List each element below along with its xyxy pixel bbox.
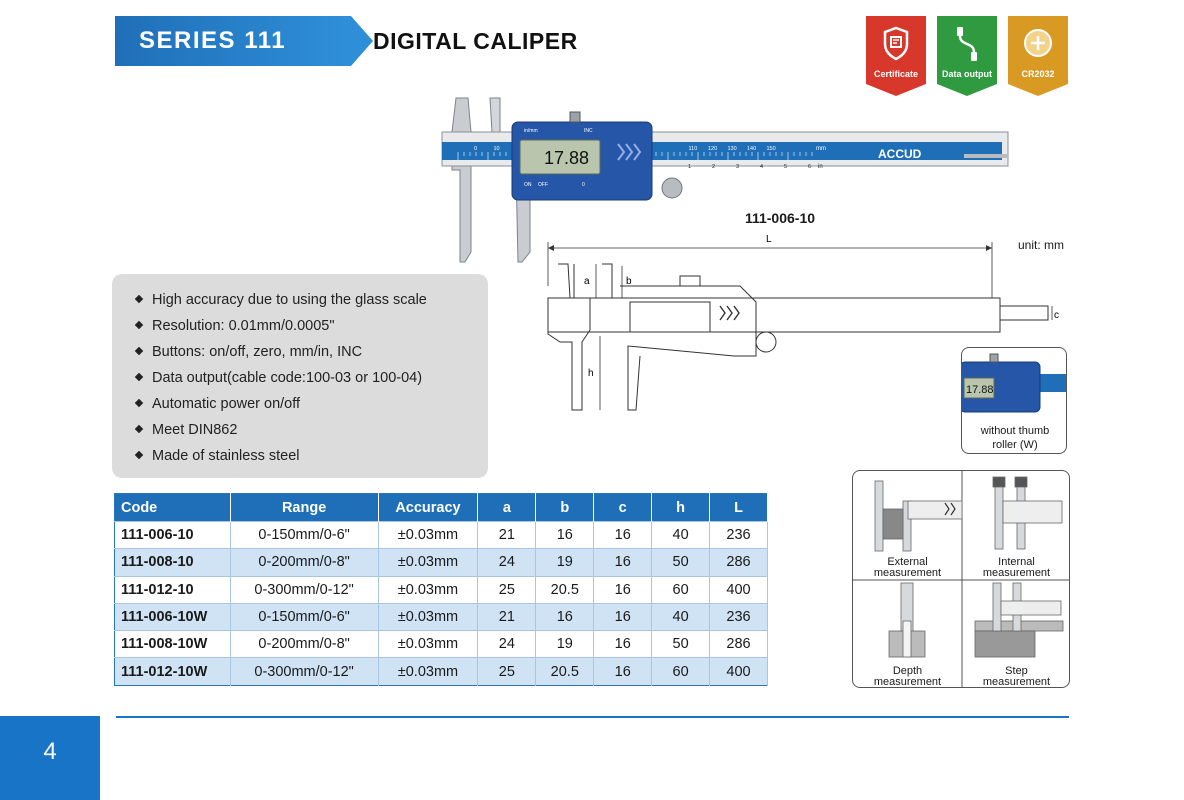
on-button-label: ON bbox=[524, 182, 532, 188]
cell-code: 111-006-10W bbox=[115, 603, 231, 630]
dim-c: c bbox=[1054, 310, 1059, 321]
cell-code: 111-008-10W bbox=[115, 631, 231, 658]
cell-h: 40 bbox=[652, 603, 710, 630]
data-output-badge bbox=[937, 16, 997, 96]
measurement-step bbox=[962, 580, 1070, 688]
thumb-variant-box bbox=[961, 347, 1067, 454]
cell-c: 16 bbox=[594, 603, 652, 630]
scale-tick-label: 120 bbox=[708, 146, 718, 152]
feature-item: Resolution: 0.01mm/0.0005" bbox=[136, 314, 427, 340]
cell-code: 111-012-10 bbox=[115, 576, 231, 603]
cell-a: 21 bbox=[478, 522, 536, 549]
badge-label: Data output bbox=[942, 69, 992, 79]
cell-range: 0-150mm/0-6" bbox=[230, 603, 378, 630]
measurement-caption: Step measurement bbox=[982, 665, 1051, 688]
inc-button-label: INC bbox=[584, 128, 593, 134]
col-b: b bbox=[536, 494, 594, 522]
page-number: 4 bbox=[43, 738, 57, 765]
dim-a: a bbox=[584, 276, 590, 287]
table-row bbox=[115, 658, 768, 685]
feature-item: Buttons: on/off, zero, mm/in, INC bbox=[136, 340, 427, 366]
measurement-caption: External measurement bbox=[873, 556, 942, 579]
battery-icon bbox=[1022, 24, 1054, 64]
thumb-caption-line1: without thumb bbox=[980, 425, 1050, 437]
cell-c: 16 bbox=[594, 522, 652, 549]
cell-b: 19 bbox=[536, 549, 594, 576]
unit-label: unit: mm bbox=[1018, 238, 1065, 252]
cell-code: 111-012-10W bbox=[115, 658, 231, 685]
lcd-reading: 17.88 bbox=[544, 148, 590, 168]
cell-b: 16 bbox=[536, 522, 594, 549]
cell-c: 16 bbox=[594, 631, 652, 658]
thumb-lcd-reading: 17.88 bbox=[966, 384, 994, 396]
inch-unit: in bbox=[818, 164, 823, 170]
cell-L: 286 bbox=[710, 631, 768, 658]
badge-label: CR2032 bbox=[1021, 69, 1055, 79]
cell-accuracy: ±0.03mm bbox=[378, 576, 478, 603]
feature-item: High accuracy due to using the glass scale bbox=[136, 288, 427, 314]
cell-b: 19 bbox=[536, 631, 594, 658]
scale-tick-label: 150 bbox=[766, 146, 776, 152]
cell-h: 50 bbox=[652, 631, 710, 658]
cell-L: 400 bbox=[710, 576, 768, 603]
cell-code: 111-006-10 bbox=[115, 522, 231, 549]
dim-L: L bbox=[766, 234, 772, 245]
table-row bbox=[115, 522, 768, 549]
measurement-caption: Depth measurement bbox=[873, 665, 942, 688]
cell-range: 0-150mm/0-6" bbox=[230, 522, 378, 549]
off-button-label: OFF bbox=[538, 182, 548, 188]
cell-a: 21 bbox=[478, 603, 536, 630]
col-a: a bbox=[478, 494, 536, 522]
cell-b: 20.5 bbox=[536, 576, 594, 603]
cell-L: 236 bbox=[710, 603, 768, 630]
measurement-depth bbox=[853, 580, 962, 688]
certificate-badge bbox=[866, 16, 926, 96]
cell-a: 24 bbox=[478, 631, 536, 658]
cell-range: 0-300mm/0-12" bbox=[230, 658, 378, 685]
cell-accuracy: ±0.03mm bbox=[378, 603, 478, 630]
battery-badge bbox=[1008, 16, 1068, 96]
thumb-variant-caption bbox=[962, 424, 1067, 452]
data-output-icon bbox=[951, 24, 983, 64]
diagram-model-code: 111-006-10 bbox=[744, 210, 816, 226]
measurement-caption: Internal measurement bbox=[982, 556, 1051, 579]
cell-c: 16 bbox=[594, 576, 652, 603]
page-number-box bbox=[0, 716, 100, 800]
thumb-variant-image bbox=[962, 348, 1067, 422]
cell-h: 40 bbox=[652, 522, 710, 549]
cell-range: 0-300mm/0-12" bbox=[230, 576, 378, 603]
cell-c: 16 bbox=[594, 658, 652, 685]
col-accuracy: Accuracy bbox=[378, 494, 478, 522]
scale-tick-label: 110 bbox=[688, 146, 698, 152]
table-header-row bbox=[115, 494, 768, 522]
features-list bbox=[136, 288, 427, 470]
badge-label: Certificate bbox=[873, 69, 918, 79]
series-title: SERIES 111 bbox=[139, 27, 287, 54]
cell-a: 25 bbox=[478, 658, 536, 685]
cell-L: 236 bbox=[710, 522, 768, 549]
col-range: Range bbox=[230, 494, 378, 522]
cell-c: 16 bbox=[594, 549, 652, 576]
cell-accuracy: ±0.03mm bbox=[378, 631, 478, 658]
scale-tick-label: 140 bbox=[747, 146, 757, 152]
table-row bbox=[115, 631, 768, 658]
inch-tick-label: 6 bbox=[808, 164, 812, 170]
feature-item: Made of stainless steel bbox=[136, 444, 427, 470]
inch-tick-label: 4 bbox=[760, 164, 764, 170]
scale-tick-label: 10 bbox=[493, 146, 500, 152]
scale-unit: mm bbox=[816, 146, 826, 152]
cell-h: 60 bbox=[652, 658, 710, 685]
footer-line bbox=[116, 716, 1069, 718]
col-code: Code bbox=[115, 494, 231, 522]
banner-arrow bbox=[351, 16, 373, 66]
cell-a: 24 bbox=[478, 549, 536, 576]
inch-tick-label: 2 bbox=[712, 164, 716, 170]
dim-b: b bbox=[626, 276, 632, 287]
cell-b: 20.5 bbox=[536, 658, 594, 685]
zero-button-label: 0 bbox=[582, 182, 585, 188]
cell-code: 111-008-10 bbox=[115, 549, 231, 576]
table-row bbox=[115, 576, 768, 603]
scale-tick-label: 0 bbox=[474, 146, 478, 152]
measurement-external bbox=[853, 471, 962, 580]
units-button-label: in/mm bbox=[524, 128, 538, 134]
cell-L: 286 bbox=[710, 549, 768, 576]
brand-logo: ACCUD bbox=[878, 147, 922, 161]
features-box bbox=[112, 274, 488, 478]
dim-h: h bbox=[588, 368, 594, 379]
header-banner bbox=[115, 16, 695, 66]
inch-tick-label: 3 bbox=[736, 164, 740, 170]
cell-h: 60 bbox=[652, 576, 710, 603]
measurement-internal bbox=[962, 471, 1070, 580]
col-L: L bbox=[710, 494, 768, 522]
table-row bbox=[115, 549, 768, 576]
cell-L: 400 bbox=[710, 658, 768, 685]
table-row bbox=[115, 603, 768, 630]
cell-h: 50 bbox=[652, 549, 710, 576]
inch-tick-label: 1 bbox=[688, 164, 692, 170]
cell-accuracy: ±0.03mm bbox=[378, 658, 478, 685]
product-title: DIGITAL CALIPER bbox=[373, 28, 578, 54]
cell-range: 0-200mm/0-8" bbox=[230, 631, 378, 658]
col-h: h bbox=[652, 494, 710, 522]
col-c: c bbox=[594, 494, 652, 522]
cell-range: 0-200mm/0-8" bbox=[230, 549, 378, 576]
thumb-caption-line2: roller (W) bbox=[992, 439, 1038, 451]
measurement-modes-grid bbox=[852, 470, 1070, 688]
cell-a: 25 bbox=[478, 576, 536, 603]
feature-item: Data output(cable code:100-03 or 100-04) bbox=[136, 366, 427, 392]
certificate-icon bbox=[880, 24, 912, 64]
inch-tick-label: 5 bbox=[784, 164, 788, 170]
cell-accuracy: ±0.03mm bbox=[378, 522, 478, 549]
cell-accuracy: ±0.03mm bbox=[378, 549, 478, 576]
spec-table bbox=[114, 493, 768, 686]
scale-tick-label: 130 bbox=[727, 146, 737, 152]
cell-b: 16 bbox=[536, 603, 594, 630]
feature-item: Meet DIN862 bbox=[136, 418, 427, 444]
feature-item: Automatic power on/off bbox=[136, 392, 427, 418]
